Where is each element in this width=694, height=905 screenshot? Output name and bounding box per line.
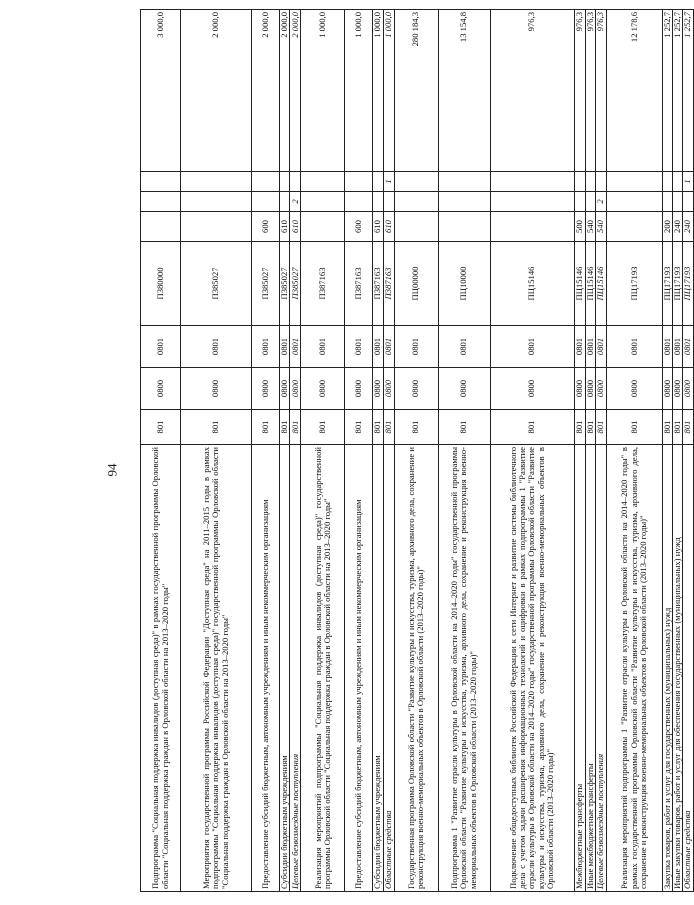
budget-item-name: Межбюджетные трансферты [574, 445, 585, 892]
code-ku: 2 [290, 192, 301, 212]
table-row [141, 10, 181, 892]
budget-item-name: Областные средства [383, 445, 394, 892]
subsection-code: 0801 [394, 326, 438, 368]
funding-source-code [585, 172, 595, 192]
table-row [438, 10, 490, 892]
table-row [574, 10, 585, 892]
funding-source-code [373, 172, 383, 192]
rotated-page-content [140, 10, 693, 892]
subsection-code: 0801 [301, 326, 345, 368]
target-article-code: П380000 [141, 242, 181, 326]
budget-table-body [141, 10, 694, 892]
target-article-code: ПЦ17193 [606, 242, 662, 326]
budget-item-name: Мероприятия государственной программы Российской Федерации "Доступная среда" на 2011–2015 годы в рамках подпрограммы "Социальная поддержка инвалидов (доступная среда)" государственной программы Орловской области "Социальная поддержка граждан в Орловской области на 2013–2020 годы" [181, 445, 252, 892]
expense-type-code: 610 [280, 212, 290, 242]
budget-item-name: Иные закупки товаров, работ и услуг для обеспечения государственных (муниципальных) нужд [673, 445, 683, 892]
amount: 1 000,0 [383, 10, 394, 172]
target-article-code: ПЦ15146 [490, 242, 574, 326]
expense-type-code: 540 [595, 212, 606, 242]
amount: 3 000,0 [141, 10, 181, 172]
budget-item-name: Государственная программа Орловской области "Развитие культуры и искусства, туризма, архивного дела, сохранение и реконструкция военно-мемориальных объектов в Орловской области (2013–2020 годы)" [394, 445, 438, 892]
code-ku [606, 192, 662, 212]
expense-type-code [606, 212, 662, 242]
section-code: 0800 [252, 368, 280, 410]
amount: 1 000,0 [373, 10, 383, 172]
target-article-code: ПЦ15146 [574, 242, 585, 326]
section-code: 0800 [373, 368, 383, 410]
admin-code: 801 [181, 410, 252, 445]
section-code: 0800 [673, 368, 683, 410]
code-ku [490, 192, 574, 212]
expense-type-code: 540 [585, 212, 595, 242]
table-row [595, 10, 606, 892]
page-number: 94 [104, 463, 119, 477]
admin-code: 801 [574, 410, 585, 445]
code-ku [301, 192, 345, 212]
target-article-code: ПЦ17193 [662, 242, 672, 326]
code-ku [181, 192, 252, 212]
expense-type-code: 500 [574, 212, 585, 242]
budget-item-name: Субсидии бюджетным учреждениям [373, 445, 383, 892]
subsection-code: 0801 [585, 326, 595, 368]
admin-code: 801 [345, 410, 373, 445]
table-row [280, 10, 290, 892]
subsection-code: 0801 [683, 326, 693, 368]
admin-code: 801 [438, 410, 490, 445]
amount: 1 252,7 [673, 10, 683, 172]
funding-source-code: 1 [683, 172, 693, 192]
expense-type-code: 240 [673, 212, 683, 242]
budget-item-name: Целевые безвозмездные поступления [290, 445, 301, 892]
subsection-code: 0801 [373, 326, 383, 368]
expense-type-code [181, 212, 252, 242]
subsection-code: 0801 [181, 326, 252, 368]
funding-source-code [280, 172, 290, 192]
code-ku [438, 192, 490, 212]
amount: 1 252,7 [683, 10, 693, 172]
amount: 13 154,8 [438, 10, 490, 172]
target-article-code: ПЦ17193 [683, 242, 693, 326]
section-code: 0800 [438, 368, 490, 410]
amount: 976,3 [490, 10, 574, 172]
target-article-code: ПЦ00000 [394, 242, 438, 326]
target-article-code: П387163 [383, 242, 394, 326]
code-ku [574, 192, 585, 212]
expense-type-code [490, 212, 574, 242]
funding-source-code [606, 172, 662, 192]
section-code: 0800 [290, 368, 301, 410]
funding-source-code [574, 172, 585, 192]
expense-type-code: 600 [252, 212, 280, 242]
subsection-code: 0801 [252, 326, 280, 368]
subsection-code: 0801 [490, 326, 574, 368]
subsection-code: 0801 [662, 326, 672, 368]
section-code: 0800 [141, 368, 181, 410]
admin-code: 801 [383, 410, 394, 445]
table-row [290, 10, 301, 892]
table-row [383, 10, 394, 892]
funding-source-code [673, 172, 683, 192]
admin-code: 801 [585, 410, 595, 445]
budget-item-name: Реализация мероприятий подпрограммы "Социальная поддержка инвалидов (доступная среда)" государственной программы Орловской области "Социальная поддержка граждан в Орловской области на 2013–2020 годы" [301, 445, 345, 892]
budget-item-name: Подпрограмма 1 "Развитие отрасли культуры в Орловской области на 2014–2020 годы" государственной программы Орловской области "Развитие культуры и искусства, туризма, архивного дела, сохранение и реконструкция военно-мемориальных объектов в Орловской области (2013–2020 годы)" [438, 445, 490, 892]
target-article-code: П387163 [373, 242, 383, 326]
table-row [373, 10, 383, 892]
section-code: 0800 [181, 368, 252, 410]
code-ku [252, 192, 280, 212]
expense-type-code: 610 [383, 212, 394, 242]
admin-code: 801 [141, 410, 181, 445]
funding-source-code [181, 172, 252, 192]
code-ku [383, 192, 394, 212]
table-row [345, 10, 373, 892]
table-row [585, 10, 595, 892]
target-article-code: ПЦ15146 [595, 242, 606, 326]
subsection-code: 0801 [673, 326, 683, 368]
code-ku [585, 192, 595, 212]
amount: 1 252,7 [662, 10, 672, 172]
expense-type-code [438, 212, 490, 242]
budget-item-name: Субсидии бюджетным учреждениям [280, 445, 290, 892]
funding-source-code [345, 172, 373, 192]
funding-source-code [438, 172, 490, 192]
admin-code: 801 [301, 410, 345, 445]
budget-item-name: Областные средства [683, 445, 693, 892]
amount: 2 000,0 [181, 10, 252, 172]
funding-source-code [290, 172, 301, 192]
subsection-code: 0801 [290, 326, 301, 368]
expense-type-code [141, 212, 181, 242]
target-article-code: ПЦ10000 [438, 242, 490, 326]
budget-item-name: Предоставление субсидий бюджетным, автономным учреждениям и иным некоммерческим организациям [252, 445, 280, 892]
table-row [394, 10, 438, 892]
code-ku: 2 [595, 192, 606, 212]
admin-code: 801 [490, 410, 574, 445]
target-article-code: П387163 [301, 242, 345, 326]
code-ku [373, 192, 383, 212]
section-code: 0800 [595, 368, 606, 410]
admin-code: 801 [683, 410, 693, 445]
admin-code: 801 [280, 410, 290, 445]
target-article-code: П385027 [252, 242, 280, 326]
budget-item-name: Подключение общедоступных библиотек Российской Федерации к сети Интернет и развитие системы библиотечного дела с учетом задачи расширения информационных технологий и оцифровки в рамках подпрограммы 1 "Развитие отрасли культуры в Орловской области на 2014–2020 годы" государственной программы Орловской области "Развитие культуры и искусства, туризма, архивного дела, сохранение и реконструкция военно-мемориальных объектов в Орловской области (2013–2020 годы)" [490, 445, 574, 892]
section-code: 0800 [606, 368, 662, 410]
code-ku [394, 192, 438, 212]
table-row [683, 10, 693, 892]
admin-code: 801 [252, 410, 280, 445]
amount: 280 184,3 [394, 10, 438, 172]
section-code: 0800 [662, 368, 672, 410]
subsection-code: 0801 [345, 326, 373, 368]
code-ku [673, 192, 683, 212]
section-code: 0800 [574, 368, 585, 410]
admin-code: 801 [662, 410, 672, 445]
expense-type-code: 610 [290, 212, 301, 242]
section-code: 0800 [383, 368, 394, 410]
target-article-code: П385027 [290, 242, 301, 326]
amount: 1 000,0 [345, 10, 373, 172]
expense-type-code: 600 [345, 212, 373, 242]
expense-type-code: 610 [373, 212, 383, 242]
amount: 2 000,0 [280, 10, 290, 172]
code-ku [345, 192, 373, 212]
funding-source-code [595, 172, 606, 192]
subsection-code: 0801 [438, 326, 490, 368]
code-ku [683, 192, 693, 212]
funding-source-code [252, 172, 280, 192]
target-article-code: П385027 [181, 242, 252, 326]
amount: 976,3 [585, 10, 595, 172]
table-row [662, 10, 672, 892]
section-code: 0800 [394, 368, 438, 410]
section-code: 0800 [280, 368, 290, 410]
funding-source-code [394, 172, 438, 192]
amount: 976,3 [595, 10, 606, 172]
funding-source-code [490, 172, 574, 192]
admin-code: 801 [673, 410, 683, 445]
table-row [181, 10, 252, 892]
section-code: 0800 [301, 368, 345, 410]
budget-item-name: Реализация мероприятий подпрограммы 1 "Развитие отрасли культуры в Орловской области на 2014–2020 годы" в рамках государственной программы Орловской области "Развитие культуры и искусства, туризма, архивного дела, сохранение и реконструкция военно-мемориальных объектов в Орловской области (2013–2020 годы)" [606, 445, 662, 892]
expense-type-code [394, 212, 438, 242]
table-row [252, 10, 280, 892]
amount: 976,3 [574, 10, 585, 172]
section-code: 0800 [683, 368, 693, 410]
admin-code: 801 [394, 410, 438, 445]
admin-code: 801 [373, 410, 383, 445]
funding-source-code [662, 172, 672, 192]
expense-type-code: 200 [662, 212, 672, 242]
subsection-code: 0801 [383, 326, 394, 368]
table-row [606, 10, 662, 892]
section-code: 0800 [585, 368, 595, 410]
target-article-code: ПЦ17193 [673, 242, 683, 326]
budget-item-name: Предоставление субсидий бюджетным, автономным учреждениям и иным некоммерческим организациям [345, 445, 373, 892]
admin-code: 801 [290, 410, 301, 445]
funding-source-code: 1 [383, 172, 394, 192]
target-article-code: ПЦ15146 [585, 242, 595, 326]
admin-code: 801 [595, 410, 606, 445]
budget-table [140, 9, 694, 892]
expense-type-code: 240 [683, 212, 693, 242]
code-ku [280, 192, 290, 212]
table-row [301, 10, 345, 892]
funding-source-code [141, 172, 181, 192]
budget-item-name: Целевые безвозмездные поступления [595, 445, 606, 892]
budget-item-name: Закупка товаров, работ и услуг для государственных (муниципальных) нужд [662, 445, 672, 892]
amount: 2 000,0 [290, 10, 301, 172]
amount: 2 000,0 [252, 10, 280, 172]
target-article-code: П387163 [345, 242, 373, 326]
amount: 1 000,0 [301, 10, 345, 172]
budget-item-name: Подпрограмма "Социальная поддержка инвалидов (доступная среда)" в рамках государственной программы Орловской области "Социальная поддержка граждан в Орловской области на 2013–2020 годы" [141, 445, 181, 892]
funding-source-code [301, 172, 345, 192]
subsection-code: 0801 [574, 326, 585, 368]
subsection-code: 0801 [606, 326, 662, 368]
table-row [490, 10, 574, 892]
target-article-code: П385027 [280, 242, 290, 326]
subsection-code: 0801 [280, 326, 290, 368]
code-ku [141, 192, 181, 212]
section-code: 0800 [345, 368, 373, 410]
subsection-code: 0801 [595, 326, 606, 368]
subsection-code: 0801 [141, 326, 181, 368]
code-ku [662, 192, 672, 212]
table-row [673, 10, 683, 892]
budget-item-name: Иные межбюджетные трансферты [585, 445, 595, 892]
admin-code: 801 [606, 410, 662, 445]
amount: 12 178,6 [606, 10, 662, 172]
expense-type-code [301, 212, 345, 242]
section-code: 0800 [490, 368, 574, 410]
